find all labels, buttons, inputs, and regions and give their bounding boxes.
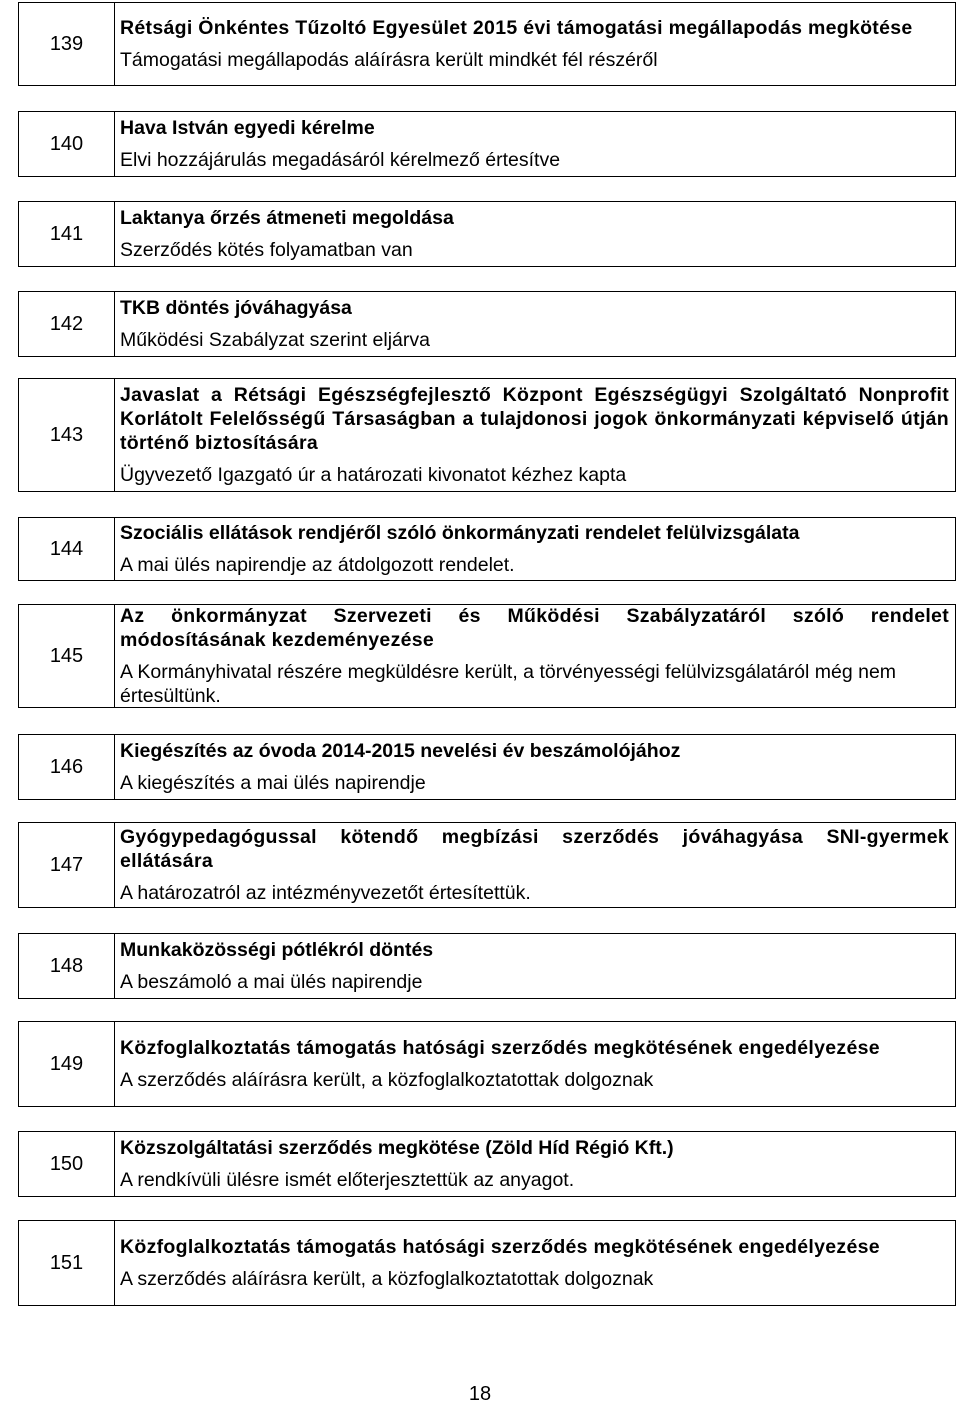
entry-content <box>115 202 955 266</box>
entry-number: 143 <box>19 379 115 491</box>
entry-147 <box>18 822 956 908</box>
entry-number: 151 <box>19 1221 115 1305</box>
entry-title: Szociális ellátások rendjéről szóló önkormányzati rendelet felülvizsgálata <box>120 522 800 544</box>
entry-146 <box>18 734 956 800</box>
entry-number: 141 <box>19 202 115 266</box>
entry-149 <box>18 1021 956 1107</box>
entry-title: Közfoglalkoztatás támogatás hatósági szerződés megkötésének engedélyezése <box>120 1236 880 1258</box>
entry-note: A mai ülés napirendje az átdolgozott rendelet. <box>120 554 515 576</box>
entry-content <box>115 823 955 907</box>
entry-content <box>115 735 955 799</box>
entry-title: Az önkormányzat Szervezeti és Működési Szabályzatáról szóló rendelet módosításának kezdeményezése <box>120 605 949 651</box>
entry-note: Elvi hozzájárulás megadásáról kérelmező értesítve <box>120 149 561 171</box>
entry-title: Munkaközösségi pótlékról döntés <box>120 939 434 961</box>
entry-title: Rétsági Önkéntes Tűzoltó Egyesület 2015 évi támogatási megállapodás megkötése <box>120 17 913 39</box>
entry-content <box>115 605 955 707</box>
entry-number: 149 <box>19 1022 115 1106</box>
entry-note: A szerződés aláírásra került, a közfoglalkoztatottak dolgoznak <box>120 1069 654 1091</box>
entry-title: Javaslat a Rétsági Egészségfejlesztő Központ Egészségügyi Szolgáltató Nonprofit Korlátolt Felelősségű Társaságban a tulajdonosi jogok önkormányzati képviselő útján történő biztosítására <box>120 384 949 454</box>
entry-note: A rendkívüli ülésre ismét előterjesztettük az anyagot. <box>120 1169 575 1191</box>
entry-content <box>115 112 955 176</box>
entry-number: 140 <box>19 112 115 176</box>
entry-note: Szerződés kötés folyamatban van <box>120 239 413 261</box>
entry-number: 147 <box>19 823 115 907</box>
entry-title: Gyógypedagógussal kötendő megbízási szerződés jóváhagyása SNI-gyermek ellátására <box>120 826 949 872</box>
entry-content <box>115 934 955 998</box>
entry-content <box>115 379 955 491</box>
page-number: 18 <box>468 1383 492 1405</box>
entry-140 <box>18 111 956 177</box>
entry-content <box>115 3 955 85</box>
entry-content <box>115 1132 955 1196</box>
entry-note: Ügyvezető Igazgató úr a határozati kivonatot kézhez kapta <box>120 464 627 486</box>
entry-number: 150 <box>19 1132 115 1196</box>
entry-title: TKB döntés jóváhagyása <box>120 297 352 319</box>
entry-150 <box>18 1131 956 1197</box>
entry-note: A Kormányhivatal részére megküldésre került, a törvényességi felülvizsgálatáról még nem értesültünk. <box>120 661 897 707</box>
entry-note: A határozatról az intézményvezetőt értesítettük. <box>120 882 531 904</box>
entry-content <box>115 292 955 356</box>
entry-content <box>115 1221 955 1305</box>
entry-number: 148 <box>19 934 115 998</box>
entry-content <box>115 518 955 580</box>
entry-143 <box>18 378 956 492</box>
entry-content <box>115 1022 955 1106</box>
entry-139 <box>18 2 956 86</box>
entry-145 <box>18 604 956 708</box>
entry-142 <box>18 291 956 357</box>
entry-title: Hava István egyedi kérelme <box>120 117 375 139</box>
entry-number: 146 <box>19 735 115 799</box>
entry-number: 145 <box>19 605 115 707</box>
entry-141 <box>18 201 956 267</box>
entry-title: Közszolgáltatási szerződés megkötése (Zöld Híd Régió Kft.) <box>120 1137 674 1159</box>
entry-note: A beszámoló a mai ülés napirendje <box>120 971 423 993</box>
entry-144 <box>18 517 956 581</box>
entry-number: 144 <box>19 518 115 580</box>
entry-title: Közfoglalkoztatás támogatás hatósági szerződés megkötésének engedélyezése <box>120 1037 880 1059</box>
entry-151 <box>18 1220 956 1306</box>
entry-note: A szerződés aláírásra került, a közfoglalkoztatottak dolgoznak <box>120 1268 654 1290</box>
entry-title: Kiegészítés az óvoda 2014-2015 nevelési év beszámolójához <box>120 740 681 762</box>
entry-note: Támogatási megállapodás aláírásra került mindkét fél részéről <box>120 49 658 71</box>
entry-note: A kiegészítés a mai ülés napirendje <box>120 772 426 794</box>
entry-148 <box>18 933 956 999</box>
entry-note: Működési Szabályzat szerint eljárva <box>120 329 430 351</box>
entry-number: 139 <box>19 3 115 85</box>
entry-number: 142 <box>19 292 115 356</box>
entry-title: Laktanya őrzés átmeneti megoldása <box>120 207 454 229</box>
